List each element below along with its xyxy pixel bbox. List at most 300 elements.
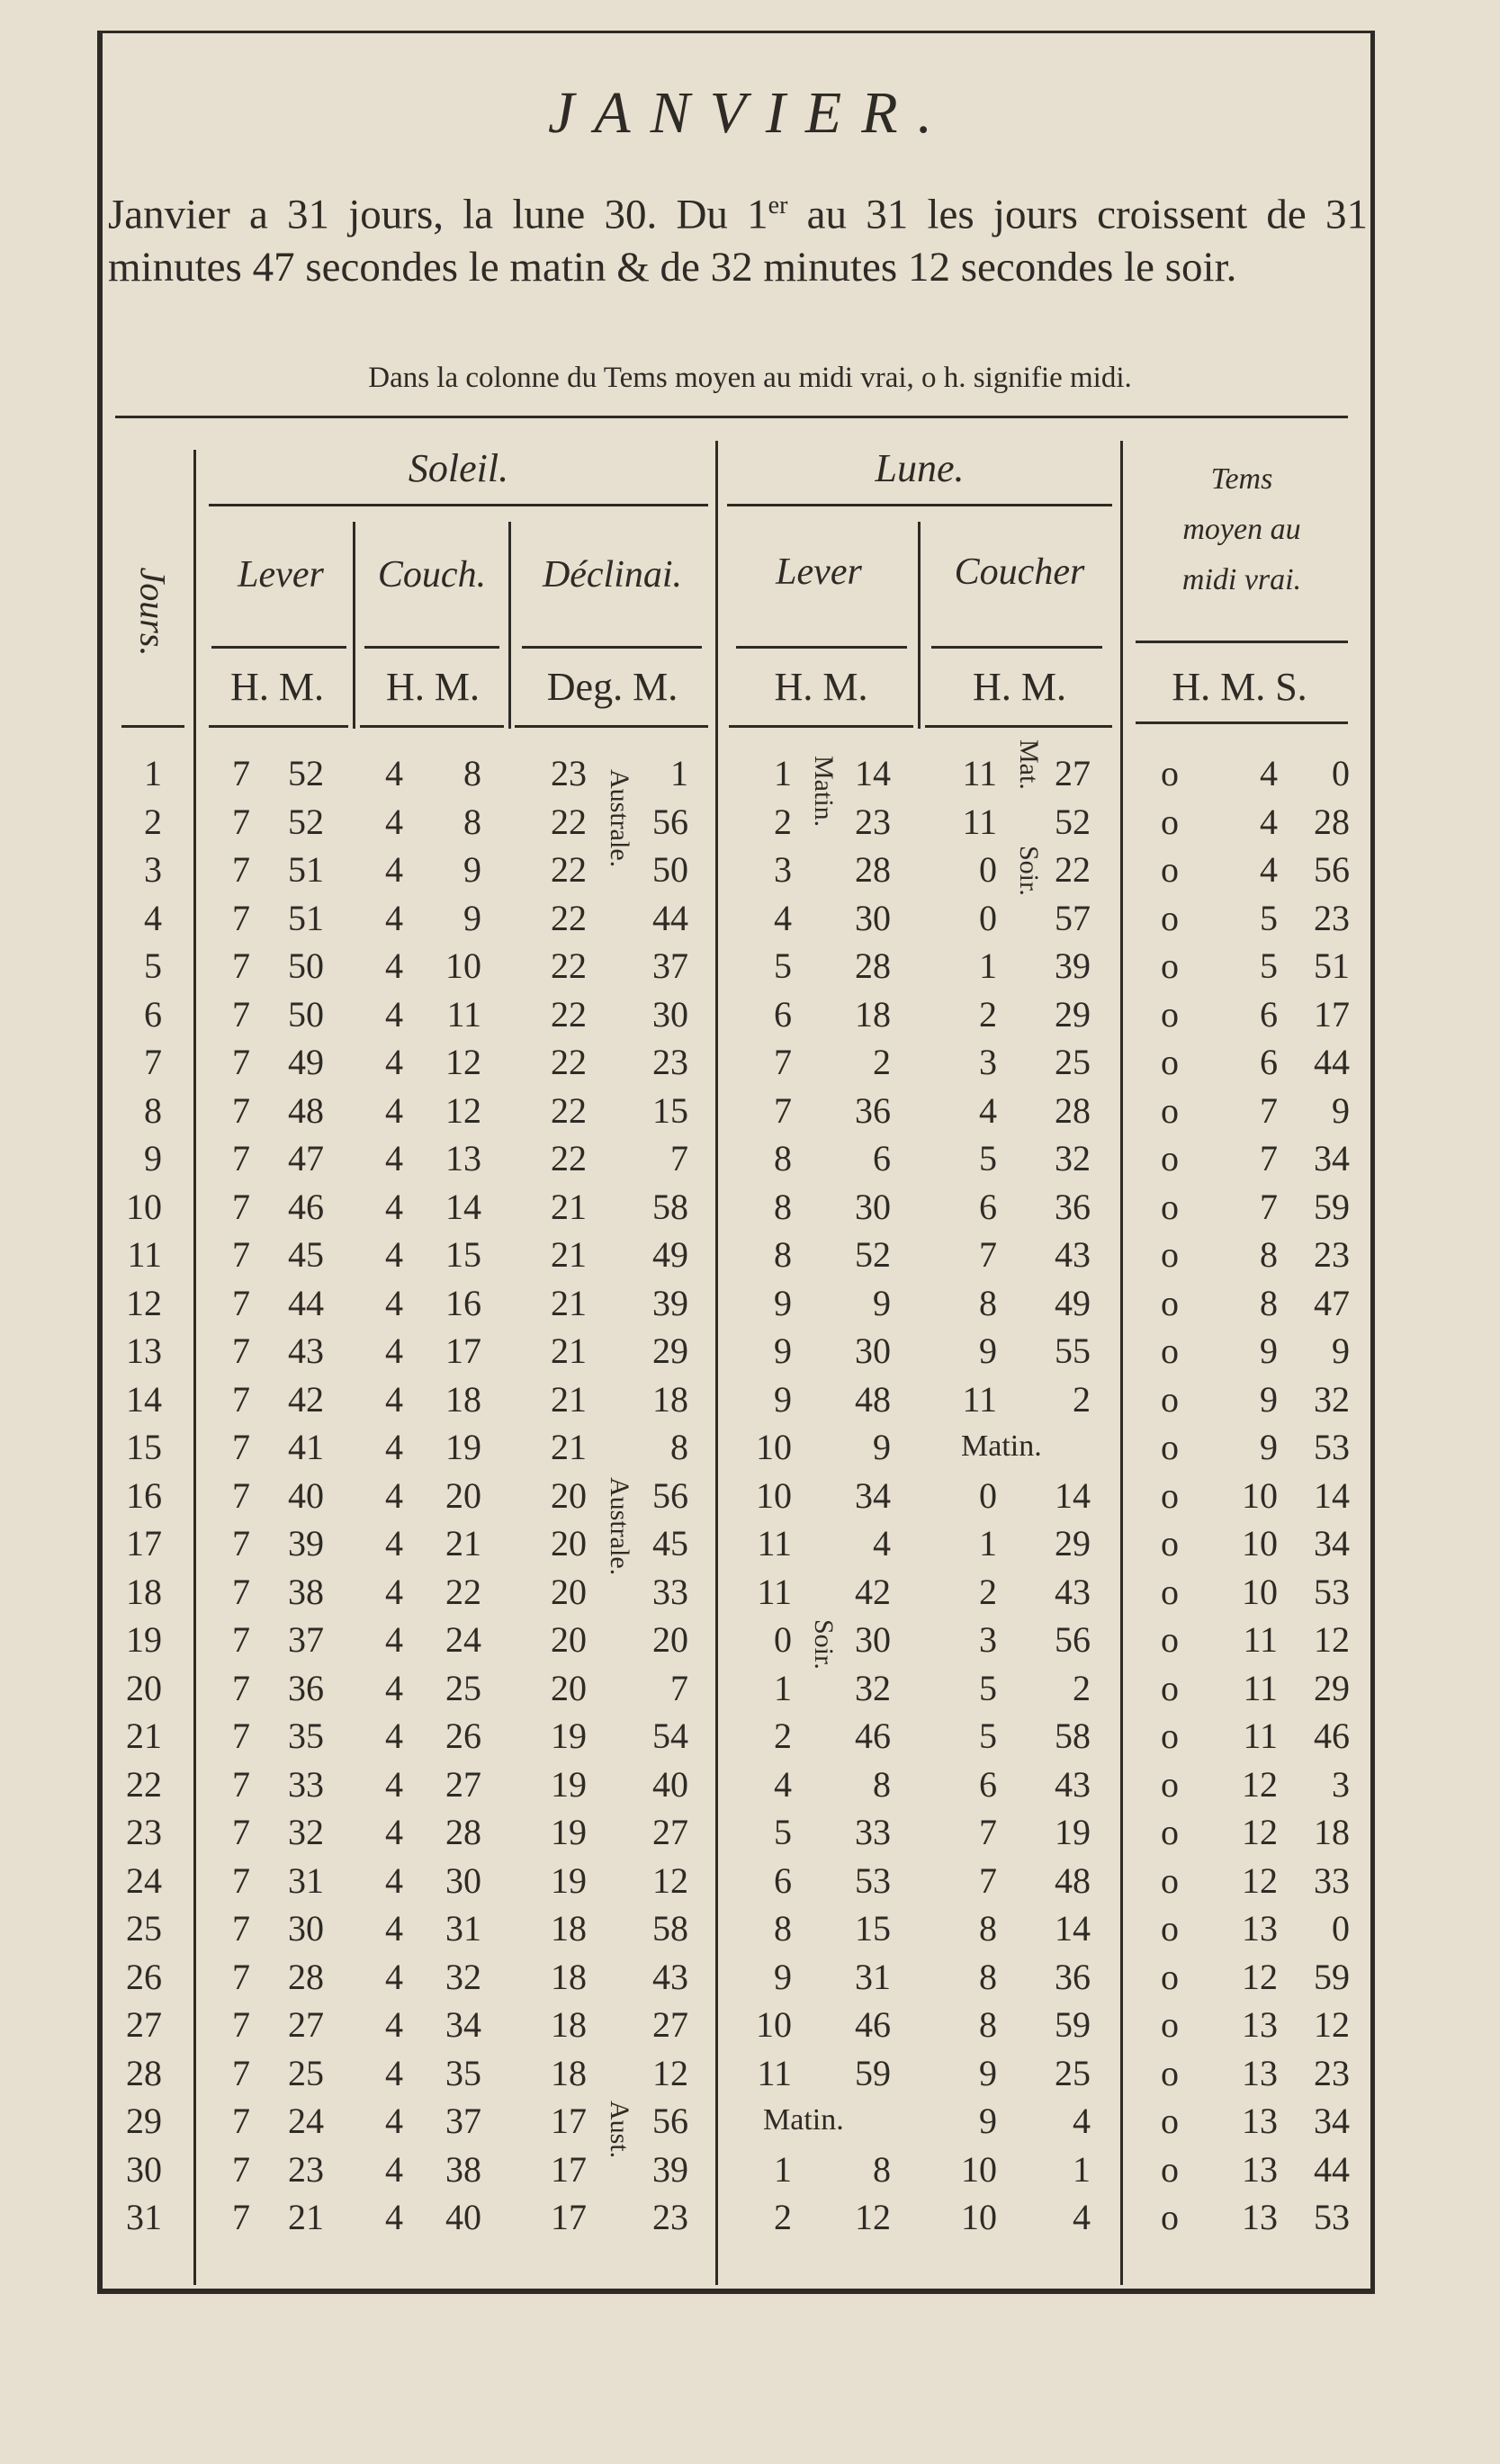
- moonrise-minute-cell: 42: [855, 1571, 891, 1612]
- header-sub-rule-1: [211, 646, 346, 649]
- declination-minute-cell: 44: [652, 897, 688, 938]
- sunrise-minute-cell: 28: [288, 1956, 324, 1997]
- declination-degree-cell: 18: [551, 2052, 587, 2093]
- moonrise-hour-cell: 8: [774, 1138, 792, 1178]
- sunrise-hour-cell: 7: [232, 1282, 250, 1323]
- moonset-minute-cell: 29: [1055, 1523, 1091, 1564]
- moonset-minute-cell: 19: [1055, 1812, 1091, 1852]
- moonset-hour-cell: 11: [962, 1378, 997, 1420]
- sunset-minute-cell: 12: [445, 1042, 481, 1082]
- day-cell: 14: [126, 1378, 162, 1420]
- moonrise-minute-cell: 8: [873, 1763, 891, 1805]
- sunrise-hour-cell: 7: [232, 1812, 250, 1852]
- mean-time-minute-cell: 6: [1260, 993, 1278, 1035]
- declination-minute-cell: 15: [652, 1089, 688, 1131]
- sunset-hour-cell: 4: [385, 1234, 403, 1275]
- moonset-minute-cell: 28: [1055, 1089, 1091, 1131]
- sunrise-minute-cell: 30: [288, 1908, 324, 1949]
- sunrise-minute-cell: 25: [288, 2052, 324, 2093]
- mean-time-second-cell: 44: [1314, 1042, 1350, 1082]
- mean-time-hour-cell: o: [1161, 2004, 1179, 2045]
- sunrise-minute-cell: 24: [288, 2101, 324, 2141]
- tems-line-3: midi vrai.: [1181, 563, 1302, 596]
- sunset-hour-cell: 4: [385, 849, 403, 890]
- sunset-hour-cell: 4: [385, 1956, 403, 1997]
- mean-time-minute-cell: 13: [1242, 2101, 1278, 2141]
- jours-label: Jours.: [132, 567, 174, 657]
- mean-time-hour-cell: o: [1161, 1763, 1179, 1805]
- mean-time-minute-cell: 13: [1242, 2004, 1278, 2045]
- declination-degree-cell: 17: [551, 2101, 587, 2141]
- sunset-minute-cell: 24: [445, 1619, 481, 1660]
- sunrise-hour-cell: 7: [232, 1234, 250, 1275]
- mean-time-second-cell: 9: [1332, 1331, 1350, 1371]
- sunrise-minute-cell: 40: [288, 1474, 324, 1516]
- moonset-minute-cell: 55: [1055, 1331, 1091, 1371]
- moonset-hour-cell: 8: [979, 2004, 997, 2045]
- matin-label-moonset: Mat.: [1014, 739, 1044, 790]
- sunset-minute-cell: 31: [445, 1908, 481, 1949]
- moonrise-hour-cell: 6: [774, 1859, 792, 1901]
- sunset-hour-cell: 4: [385, 1378, 403, 1420]
- mean-time-minute-cell: 13: [1242, 2148, 1278, 2190]
- moonrise-hour-cell: 1: [774, 753, 792, 793]
- mean-time-minute-cell: 12: [1242, 1859, 1278, 1901]
- declination-degree-cell: 22: [551, 945, 587, 986]
- moonrise-hour-cell: 8: [774, 1186, 792, 1227]
- header-sub-rule-2: [364, 646, 499, 649]
- declination-degree-cell: 19: [551, 1716, 587, 1756]
- day-cell: 7: [144, 1042, 162, 1082]
- sunrise-hour-cell: 7: [232, 1474, 250, 1516]
- sunset-hour-cell: 4: [385, 1042, 403, 1082]
- moonrise-minute-cell: 32: [855, 1667, 891, 1708]
- sunset-hour-cell: 4: [385, 2197, 403, 2237]
- sunset-minute-cell: 28: [445, 1812, 481, 1852]
- moonset-word-cell: Matin.: [961, 1429, 1042, 1463]
- mean-time-second-cell: 53: [1314, 1571, 1350, 1612]
- declination-minute-cell: 58: [652, 1186, 688, 1227]
- sunset-minute-cell: 8: [463, 801, 481, 842]
- mean-time-hour-cell: o: [1161, 897, 1179, 938]
- moonset-hour-cell: 6: [979, 1186, 997, 1227]
- aust-label: Aust.: [605, 2101, 634, 2159]
- mean-time-second-cell: 0: [1332, 753, 1350, 793]
- tems-header: [1129, 454, 1354, 605]
- moonset-hour-cell: 2: [979, 1571, 997, 1612]
- moonrise-hour-cell: 5: [774, 945, 792, 986]
- moonset-hour-cell: 1: [979, 1523, 997, 1564]
- declination-degree-cell: 20: [551, 1571, 587, 1612]
- day-cell: 23: [126, 1812, 162, 1852]
- declination-minute-cell: 37: [652, 945, 688, 986]
- mean-time-minute-cell: 11: [1243, 1716, 1278, 1756]
- moonrise-minute-cell: 8: [873, 2148, 891, 2190]
- sunrise-minute-cell: 32: [288, 1812, 324, 1852]
- moonrise-minute-cell: 31: [855, 1956, 891, 1997]
- sunset-hour-cell: 4: [385, 897, 403, 938]
- mean-time-minute-cell: 12: [1242, 1956, 1278, 1997]
- declination-minute-cell: 58: [652, 1908, 688, 1949]
- mean-time-minute-cell: 4: [1260, 801, 1278, 842]
- declination-degree-cell: 21: [551, 1186, 587, 1227]
- moonrise-minute-cell: 30: [855, 897, 891, 938]
- intro-text-b: au 31 les jours croissent de 31 minutes 47 secondes le matin & de 32 minutes 12 secondes le soir.: [108, 191, 1368, 291]
- declination-degree-cell: 22: [551, 1042, 587, 1082]
- sunset-hour-cell: 4: [385, 1763, 403, 1805]
- mean-time-hour-cell: o: [1161, 993, 1179, 1035]
- moonset-minute-cell: 2: [1073, 1378, 1091, 1420]
- moonset-minute-cell: 52: [1055, 801, 1091, 842]
- moonset-hour-cell: 5: [979, 1667, 997, 1708]
- mean-time-minute-cell: 10: [1242, 1474, 1278, 1516]
- sunset-hour-cell: 4: [385, 2148, 403, 2190]
- sunset-minute-cell: 12: [445, 1089, 481, 1131]
- moonrise-hour-cell: 5: [774, 1812, 792, 1852]
- sunrise-minute-cell: 50: [288, 945, 324, 986]
- sunrise-hour-cell: 7: [232, 753, 250, 793]
- sunrise-hour-cell: 7: [232, 1571, 250, 1612]
- day-cell: 5: [144, 945, 162, 986]
- mean-time-minute-cell: 4: [1260, 849, 1278, 890]
- declination-degree-cell: 20: [551, 1474, 587, 1516]
- moonrise-minute-cell: 28: [855, 849, 891, 890]
- sunset-minute-cell: 16: [445, 1282, 481, 1323]
- col-divider-jours: [193, 450, 196, 2285]
- sunrise-hour-cell: 7: [232, 849, 250, 890]
- declination-minute-cell: 20: [652, 1619, 688, 1660]
- sunrise-hour-cell: 7: [232, 1331, 250, 1371]
- declination-minute-cell: 12: [652, 1859, 688, 1901]
- mean-time-second-cell: 34: [1314, 1138, 1350, 1178]
- declination-minute-cell: 18: [652, 1378, 688, 1420]
- declination-degree-cell: 18: [551, 1908, 587, 1949]
- declination-degree-cell: 23: [551, 753, 587, 793]
- moonset-minute-cell: 32: [1055, 1138, 1091, 1178]
- sunrise-minute-cell: 43: [288, 1331, 324, 1371]
- declination-minute-cell: 50: [652, 849, 688, 890]
- tems-line-1: Tems: [1210, 462, 1273, 496]
- sunset-hour-cell: 4: [385, 2101, 403, 2141]
- mean-time-minute-cell: 9: [1260, 1331, 1278, 1371]
- moonset-minute-cell: 39: [1055, 945, 1091, 986]
- sunrise-hour-cell: 7: [232, 1716, 250, 1756]
- sunset-hour-cell: 4: [385, 753, 403, 793]
- mean-time-minute-cell: 13: [1242, 2052, 1278, 2093]
- mean-time-hour-cell: o: [1161, 1427, 1179, 1467]
- moonset-hour-cell: 10: [961, 2197, 997, 2237]
- sunset-minute-cell: 10: [445, 945, 481, 986]
- declination-degree-cell: 20: [551, 1667, 587, 1708]
- mean-time-hour-cell: o: [1161, 2197, 1179, 2237]
- day-cell: 3: [144, 849, 162, 890]
- moonrise-hour-cell: 11: [757, 2052, 792, 2093]
- mean-time-hour-cell: o: [1161, 2148, 1179, 2190]
- mean-time-second-cell: 12: [1314, 1619, 1350, 1660]
- moonset-minute-cell: 59: [1055, 2004, 1091, 2045]
- moonset-minute-cell: 14: [1055, 1474, 1091, 1516]
- moonset-minute-cell: 14: [1055, 1908, 1091, 1949]
- intro-text-a: Janvier a 31 jours, la lune 30. Du 1: [108, 191, 768, 238]
- declination-minute-cell: 56: [652, 2101, 688, 2141]
- day-cell: 13: [126, 1331, 162, 1371]
- moonrise-hour-cell: 9: [774, 1956, 792, 1997]
- day-cell: 21: [126, 1716, 162, 1756]
- moonrise-hour-cell: 1: [774, 2148, 792, 2190]
- declination-minute-cell: 23: [652, 1042, 688, 1082]
- sunrise-minute-cell: 51: [288, 897, 324, 938]
- mean-time-second-cell: 59: [1314, 1956, 1350, 1997]
- moonset-minute-cell: 56: [1055, 1619, 1091, 1660]
- moonrise-hour-cell: 7: [774, 1042, 792, 1082]
- sunset-hour-cell: 4: [385, 801, 403, 842]
- declination-degree-cell: 17: [551, 2148, 587, 2190]
- moonrise-minute-cell: 48: [855, 1378, 891, 1420]
- sunset-hour-cell: 4: [385, 993, 403, 1035]
- tems-line-2: moyen au: [1182, 513, 1301, 546]
- moonrise-hour-cell: 7: [774, 1089, 792, 1131]
- mean-time-minute-cell: 7: [1260, 1138, 1278, 1178]
- declination-degree-cell: 22: [551, 993, 587, 1035]
- moonset-hour-cell: 7: [979, 1859, 997, 1901]
- matin-label-moonrise: Matin.: [809, 756, 839, 828]
- sunset-minute-cell: 37: [445, 2101, 481, 2141]
- declination-degree-cell: 21: [551, 1378, 587, 1420]
- moonset-minute-cell: 22: [1055, 849, 1091, 890]
- moonrise-minute-cell: 12: [855, 2197, 891, 2237]
- units-rule-4: [729, 725, 913, 728]
- unit-sun-lever: H. M.: [230, 665, 324, 709]
- moonrise-hour-cell: 1: [774, 1667, 792, 1708]
- moonset-minute-cell: 4: [1073, 2101, 1091, 2141]
- mean-time-minute-cell: 11: [1243, 1619, 1278, 1660]
- sunset-minute-cell: 35: [445, 2052, 481, 2093]
- sunset-hour-cell: 4: [385, 1474, 403, 1516]
- col-divider-lune-tems: [1120, 441, 1123, 2285]
- header-sub-rule-6: [1136, 641, 1348, 643]
- declination-minute-cell: 8: [670, 1427, 688, 1467]
- moonset-hour-cell: 2: [979, 993, 997, 1035]
- sunset-hour-cell: 4: [385, 1908, 403, 1949]
- declination-minute-cell: 29: [652, 1331, 688, 1371]
- sunrise-hour-cell: 7: [232, 1378, 250, 1420]
- declination-degree-cell: 22: [551, 1138, 587, 1178]
- declination-minute-cell: 45: [652, 1523, 688, 1564]
- mean-time-hour-cell: o: [1161, 1716, 1179, 1756]
- day-cell: 31: [126, 2197, 162, 2237]
- sunrise-minute-cell: 42: [288, 1378, 324, 1420]
- declination-degree-cell: 21: [551, 1331, 587, 1371]
- mean-time-second-cell: 23: [1314, 897, 1350, 938]
- sunset-hour-cell: 4: [385, 2004, 403, 2045]
- declination-minute-cell: 56: [652, 801, 688, 842]
- moonset-hour-cell: 5: [979, 1138, 997, 1178]
- day-cell: 22: [126, 1763, 162, 1805]
- moonset-minute-cell: 29: [1055, 993, 1091, 1035]
- sunset-hour-cell: 4: [385, 1667, 403, 1708]
- declination-degree-cell: 21: [551, 1427, 587, 1467]
- mean-time-second-cell: 53: [1314, 1427, 1350, 1467]
- moonset-hour-cell: 9: [979, 2052, 997, 2093]
- sunset-hour-cell: 4: [385, 2052, 403, 2093]
- unit-moon-lever: H. M.: [774, 665, 868, 709]
- mean-time-hour-cell: o: [1161, 1523, 1179, 1564]
- declination-degree-cell: 22: [551, 849, 587, 890]
- mean-time-second-cell: 29: [1314, 1667, 1350, 1708]
- mean-time-minute-cell: 8: [1260, 1234, 1278, 1275]
- sunrise-minute-cell: 38: [288, 1571, 324, 1612]
- sunrise-hour-cell: 7: [232, 1763, 250, 1805]
- declination-degree-cell: 22: [551, 801, 587, 842]
- moonset-minute-cell: 1: [1073, 2148, 1091, 2190]
- sunset-hour-cell: 4: [385, 1331, 403, 1371]
- sunrise-hour-cell: 7: [232, 1523, 250, 1564]
- sunset-hour-cell: 4: [385, 1089, 403, 1131]
- mean-time-minute-cell: 13: [1242, 1908, 1278, 1949]
- declination-degree-cell: 20: [551, 1619, 587, 1660]
- sunrise-hour-cell: 7: [232, 1186, 250, 1227]
- moonrise-minute-cell: 34: [855, 1474, 891, 1516]
- soir-label-moonset: Soir.: [1014, 846, 1044, 896]
- mean-time-second-cell: 18: [1314, 1812, 1350, 1852]
- sunrise-hour-cell: 7: [232, 1619, 250, 1660]
- declination-minute-cell: 30: [652, 993, 688, 1035]
- moonset-hour-cell: 0: [979, 849, 997, 890]
- sunset-hour-cell: 4: [385, 1571, 403, 1612]
- mean-time-hour-cell: o: [1161, 1619, 1179, 1660]
- mean-time-hour-cell: o: [1161, 1859, 1179, 1901]
- mean-time-hour-cell: o: [1161, 1571, 1179, 1612]
- mean-time-hour-cell: o: [1161, 2052, 1179, 2093]
- declination-minute-cell: 54: [652, 1716, 688, 1756]
- day-cell: 25: [126, 1908, 162, 1949]
- moonset-hour-cell: 0: [979, 1474, 997, 1516]
- sunrise-minute-cell: 44: [288, 1282, 324, 1323]
- moonset-minute-cell: 43: [1055, 1763, 1091, 1805]
- moonrise-hour-cell: 3: [774, 849, 792, 890]
- declination-minute-cell: 27: [652, 1812, 688, 1852]
- soleil-header: Soleil.: [408, 446, 509, 490]
- moonset-minute-cell: 25: [1055, 2052, 1091, 2093]
- mean-time-hour-cell: o: [1161, 753, 1179, 793]
- mean-time-hour-cell: o: [1161, 1234, 1179, 1275]
- day-cell: 19: [126, 1619, 162, 1660]
- col-divider-soleil-lune: [715, 441, 718, 2285]
- mean-time-hour-cell: o: [1161, 1956, 1179, 1997]
- sunset-minute-cell: 18: [445, 1378, 481, 1420]
- mean-time-hour-cell: o: [1161, 1282, 1179, 1323]
- declination-minute-cell: 7: [670, 1138, 688, 1178]
- header-sub-rule-3: [522, 646, 702, 649]
- moonrise-hour-cell: 9: [774, 1378, 792, 1420]
- mean-time-second-cell: 3: [1332, 1763, 1350, 1805]
- day-cell: 1: [144, 753, 162, 793]
- day-cell: 10: [126, 1186, 162, 1227]
- day-cell: 30: [126, 2148, 162, 2190]
- header-sub-rule-4: [736, 646, 907, 649]
- moonset-hour-cell: 8: [979, 1908, 997, 1949]
- day-cell: 29: [126, 2101, 162, 2141]
- moonset-minute-cell: 58: [1055, 1716, 1091, 1756]
- mean-time-hour-cell: o: [1161, 1331, 1179, 1371]
- mean-time-second-cell: 9: [1332, 1089, 1350, 1131]
- sunrise-minute-cell: 33: [288, 1763, 324, 1805]
- sunset-minute-cell: 14: [445, 1186, 481, 1227]
- declination-minute-cell: 33: [652, 1571, 688, 1612]
- moonset-hour-cell: 9: [979, 1331, 997, 1371]
- moonset-minute-cell: 2: [1073, 1667, 1091, 1708]
- page-title: JANVIER.: [547, 80, 953, 146]
- sunrise-minute-cell: 41: [288, 1427, 324, 1467]
- moonrise-minute-cell: 18: [855, 993, 891, 1035]
- sunrise-hour-cell: 7: [232, 897, 250, 938]
- mean-time-second-cell: 12: [1314, 2004, 1350, 2045]
- day-cell: 15: [126, 1427, 162, 1467]
- sunrise-minute-cell: 37: [288, 1619, 324, 1660]
- sunset-hour-cell: 4: [385, 1716, 403, 1756]
- moonset-minute-cell: 27: [1055, 753, 1091, 793]
- sunrise-hour-cell: 7: [232, 2148, 250, 2190]
- declination-minute-cell: 23: [652, 2197, 688, 2237]
- sunset-hour-cell: 4: [385, 1812, 403, 1852]
- mean-time-second-cell: 51: [1314, 945, 1350, 986]
- moonset-hour-cell: 11: [962, 801, 997, 842]
- moonrise-hour-cell: 0: [774, 1619, 792, 1660]
- sunset-minute-cell: 34: [445, 2004, 481, 2045]
- sunrise-minute-cell: 51: [288, 849, 324, 890]
- mean-time-minute-cell: 9: [1260, 1378, 1278, 1420]
- moonrise-minute-cell: 59: [855, 2052, 891, 2093]
- mean-time-hour-cell: o: [1161, 1667, 1179, 1708]
- sunrise-hour-cell: 7: [232, 1859, 250, 1901]
- moonrise-minute-cell: 53: [855, 1859, 891, 1901]
- mean-time-second-cell: 44: [1314, 2148, 1350, 2190]
- declination-degree-cell: 22: [551, 1089, 587, 1131]
- unit-declinai: Deg. M.: [546, 665, 678, 709]
- declination-minute-cell: 39: [652, 1282, 688, 1323]
- mean-time-second-cell: 23: [1314, 2052, 1350, 2093]
- sunset-hour-cell: 4: [385, 1282, 403, 1323]
- declination-minute-cell: 49: [652, 1234, 688, 1275]
- moonrise-minute-cell: 52: [855, 1234, 891, 1275]
- sunrise-minute-cell: 27: [288, 2004, 324, 2045]
- mean-time-hour-cell: o: [1161, 801, 1179, 842]
- declination-minute-cell: 1: [670, 753, 688, 793]
- mean-time-hour-cell: o: [1161, 1138, 1179, 1178]
- sunrise-hour-cell: 7: [232, 1042, 250, 1082]
- mean-time-hour-cell: o: [1161, 1378, 1179, 1420]
- units-rule-1: [209, 725, 348, 728]
- units-rule-5: [925, 725, 1112, 728]
- moonrise-minute-cell: 2: [873, 1042, 891, 1082]
- units-rule-3: [515, 725, 708, 728]
- table-top-rule: [115, 416, 1348, 418]
- header-sub-rule-5: [931, 646, 1102, 649]
- moonrise-word-cell: Matin.: [763, 2103, 844, 2137]
- day-cell: 20: [126, 1667, 162, 1708]
- mean-time-second-cell: 17: [1314, 993, 1350, 1035]
- sunset-minute-cell: 11: [446, 993, 481, 1035]
- moonset-hour-cell: 6: [979, 1763, 997, 1805]
- mean-time-minute-cell: 4: [1260, 753, 1278, 793]
- soir-label-moonrise: Soir.: [809, 1619, 839, 1670]
- sunrise-hour-cell: 7: [232, 1089, 250, 1131]
- sun-couch-header: Couch.: [377, 554, 487, 596]
- sunrise-minute-cell: 21: [288, 2197, 324, 2237]
- moonset-minute-cell: 57: [1055, 897, 1091, 938]
- sunset-hour-cell: 4: [385, 1427, 403, 1467]
- sunset-minute-cell: 40: [445, 2197, 481, 2237]
